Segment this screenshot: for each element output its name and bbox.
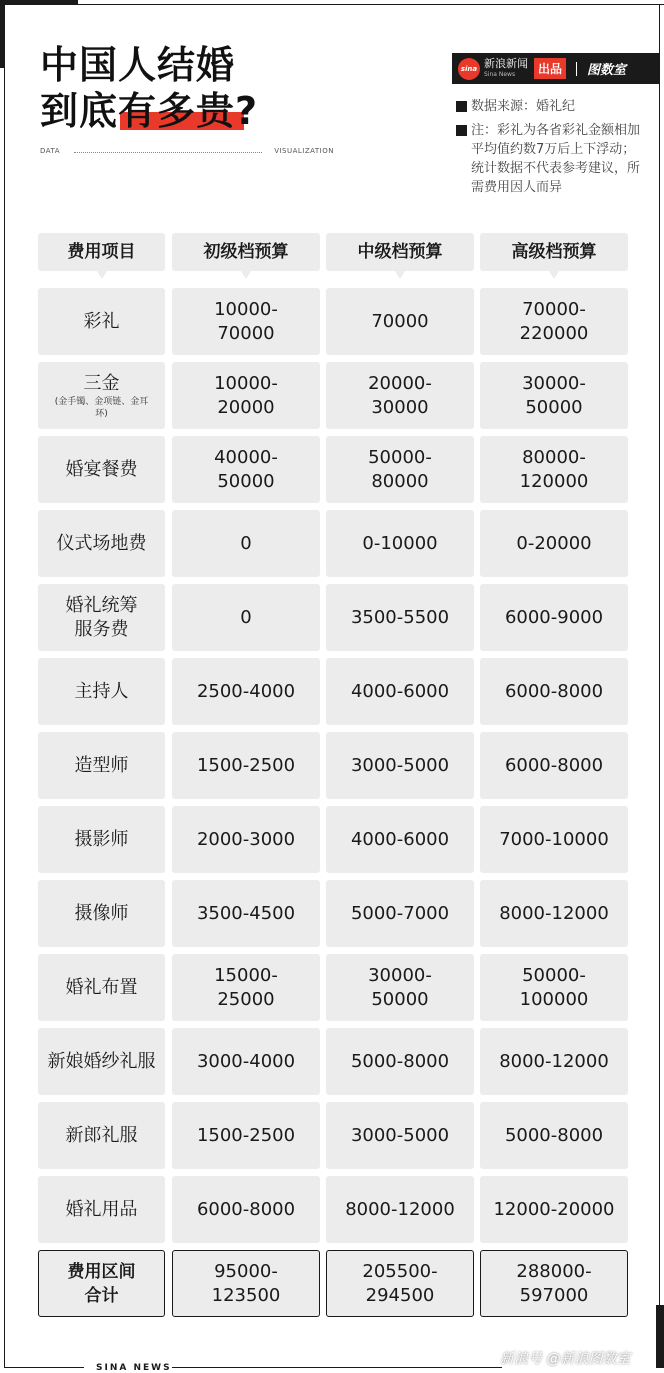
frame-top: [0, 4, 664, 5]
table-cell-basic: [172, 510, 320, 577]
data-visualization-rule: [40, 147, 334, 159]
table-cell-high: [480, 510, 628, 577]
header-label: 费用项目: [67, 242, 136, 262]
disclaimer-text: 注：彩礼为各省彩礼金额相加平均值约数7万后上下浮动；统计数据不代表参考建议，所需费用因人而异: [471, 123, 641, 195]
value-basic-line: 3000-4000: [196, 1050, 296, 1072]
value-basic-line: 25000: [217, 988, 275, 1010]
item-label-line: 婚礼统筹: [65, 594, 138, 616]
table-cell-high: [480, 436, 628, 503]
table-cell-high: [480, 658, 628, 725]
disclaimer-note: [456, 121, 646, 197]
item-label-line: 新娘婚纱礼服: [47, 1050, 156, 1072]
note-bullet-icon: [456, 125, 467, 136]
source-note: [456, 97, 646, 116]
item-label: [75, 680, 129, 704]
total-value-mid-line: 294500: [365, 1284, 435, 1306]
header-arrow-icon: [395, 271, 405, 279]
item-label: [54, 372, 150, 420]
table-header-high: [480, 233, 628, 271]
value-high: [493, 1198, 614, 1222]
value-high: [520, 964, 589, 1012]
total-value-high-line: 288000-: [516, 1260, 592, 1282]
value-mid-line: 8000-12000: [345, 1198, 455, 1220]
value-basic-line: 2000-3000: [196, 828, 296, 850]
table-cell-basic: [172, 732, 320, 799]
table-cell-high: [480, 732, 628, 799]
brand-name-cn: 新浪新闻: [484, 56, 528, 70]
value-basic-line: 3500-4500: [196, 902, 296, 924]
header-arrow-icon: [241, 271, 251, 279]
value-basic: [197, 1124, 295, 1148]
table-cell-item: [38, 436, 165, 503]
value-high-line: 5000-8000: [504, 1124, 604, 1146]
table-cell-high: [480, 954, 628, 1021]
table-cell-mid: [326, 658, 474, 725]
value-high: [499, 902, 609, 926]
value-mid-line: 30000: [371, 396, 429, 418]
table-cell-basic: [172, 658, 320, 725]
value-basic: [197, 902, 295, 926]
item-label: [66, 458, 138, 482]
table-cell-basic: [172, 806, 320, 873]
value-high-line: 7000-10000: [499, 828, 609, 850]
value-basic: [197, 680, 295, 704]
table-cell-mid: [326, 288, 474, 355]
table-cell-high: [480, 880, 628, 947]
value-mid-line: 50000: [371, 988, 429, 1010]
column-logo: 图数室: [587, 63, 627, 78]
dotted-divider: [74, 152, 262, 153]
value-high-line: 6000-8000: [504, 754, 604, 776]
title-highlight-text: 有多贵: [118, 89, 236, 133]
title-part-1: 到底: [40, 89, 119, 133]
value-high: [505, 680, 603, 704]
corner-top-left: [0, 0, 78, 5]
value-high-line: 220000: [519, 322, 589, 344]
value-high-line: 0-20000: [516, 532, 592, 554]
table-cell-basic: [172, 584, 320, 651]
table-cell-total-high: [480, 1250, 628, 1317]
table-cell-total-mid: [326, 1250, 474, 1317]
table-cell-total-item: [38, 1250, 165, 1317]
value-mid-line: 50000-: [368, 446, 432, 468]
total-label-line: 合计: [84, 1285, 119, 1306]
value-basic-line: 1500-2500: [196, 1124, 296, 1146]
table-cell-item: [38, 362, 165, 429]
item-label-line: 婚礼用品: [65, 1198, 138, 1220]
value-mid: [351, 754, 449, 778]
frame-bottom-left: [4, 1367, 84, 1368]
value-high-line: 80000-: [522, 446, 586, 468]
value-mid-line: 3500-5500: [350, 606, 450, 628]
table-cell-basic: [172, 1176, 320, 1243]
table-cell-mid: [326, 954, 474, 1021]
value-mid-line: 3000-5000: [350, 1124, 450, 1146]
total-value-basic: [212, 1260, 281, 1308]
value-basic-line: 6000-8000: [196, 1198, 296, 1220]
value-basic-line: 1500-2500: [196, 754, 296, 776]
value-mid-line: 4000-6000: [350, 680, 450, 702]
value-mid-line: 80000: [371, 470, 429, 492]
value-basic: [214, 446, 278, 494]
value-basic: [240, 606, 251, 630]
value-mid: [368, 446, 432, 494]
item-label: [66, 976, 138, 1000]
table-cell-high: [480, 288, 628, 355]
table-cell-item: [38, 658, 165, 725]
table-cell-high: [480, 1102, 628, 1169]
frame-right: [659, 4, 660, 1368]
table-cell-high: [480, 362, 628, 429]
footer-watermark: 新浪号 @新浪图数室: [500, 1351, 631, 1367]
title-line-1: 中国人结婚: [40, 43, 236, 87]
table-header-item: [38, 233, 165, 271]
table-cell-mid: [326, 880, 474, 947]
table-cell-high: [480, 584, 628, 651]
table-cell-mid: [326, 1028, 474, 1095]
total-value-basic-line: 123500: [211, 1284, 281, 1306]
header-label: 初级档预算: [203, 242, 289, 262]
table-cell-item: [38, 732, 165, 799]
table-cell-mid: [326, 1102, 474, 1169]
value-high-line: 6000-9000: [504, 606, 604, 628]
table-cell-item: [38, 1028, 165, 1095]
table-cell-high: [480, 1028, 628, 1095]
header-label: 高级档预算: [511, 242, 597, 262]
title-line-2: [40, 88, 258, 134]
brand-separator: [576, 62, 577, 76]
value-mid: [362, 532, 437, 556]
table-cell-item: [38, 880, 165, 947]
value-mid-line: 3000-5000: [350, 754, 450, 776]
frame-bottom-mid: [172, 1367, 502, 1368]
item-label-line: 三金: [83, 372, 120, 394]
value-basic-line: 10000-: [214, 298, 278, 320]
value-basic-line: 0: [240, 532, 252, 554]
item-label: [66, 594, 138, 642]
brand-name: [484, 58, 528, 80]
value-mid-line: 5000-8000: [350, 1050, 450, 1072]
item-sub-note: (金手镯、金项链、金耳环): [54, 396, 149, 419]
item-label-line: 新郎礼服: [65, 1124, 138, 1146]
value-mid-line: 70000: [371, 310, 429, 332]
value-basic: [197, 1050, 295, 1074]
value-mid-line: 0-10000: [362, 532, 438, 554]
value-basic: [197, 828, 295, 852]
item-label-line: 造型师: [74, 754, 129, 776]
value-mid-line: 20000-: [368, 372, 432, 394]
value-basic: [197, 754, 295, 778]
visualization-label: VISUALIZATION: [274, 147, 334, 155]
value-high-line: 50000-: [522, 964, 586, 986]
value-basic: [197, 1198, 295, 1222]
value-high: [505, 606, 603, 630]
table-cell-item: [38, 1102, 165, 1169]
footer-sina-news: SINA NEWS: [96, 1363, 172, 1373]
item-label-line: 主持人: [74, 680, 129, 702]
total-value-high-line: 597000: [519, 1284, 589, 1306]
value-mid: [351, 1050, 449, 1074]
title-question-mark: ?: [235, 89, 259, 133]
value-basic-line: 20000: [217, 396, 275, 418]
value-mid: [345, 1198, 455, 1222]
value-mid: [351, 828, 449, 852]
item-label-line: 彩礼: [83, 310, 120, 332]
total-value-basic-line: 95000-: [214, 1260, 278, 1282]
item-label: [84, 310, 120, 334]
value-high-line: 70000-: [522, 298, 586, 320]
value-high: [520, 298, 589, 346]
item-label: [57, 532, 147, 556]
table-cell-basic: [172, 436, 320, 503]
value-high-line: 100000: [519, 988, 589, 1010]
total-value-mid-line: 205500-: [362, 1260, 438, 1282]
item-label-line: 服务费: [74, 618, 129, 640]
table-cell-item: [38, 1176, 165, 1243]
value-basic-line: 15000-: [214, 964, 278, 986]
value-basic: [214, 298, 278, 346]
value-basic: [214, 372, 278, 420]
value-high: [499, 828, 609, 852]
value-mid: [351, 680, 449, 704]
data-label: DATA: [40, 147, 61, 155]
value-high-line: 8000-12000: [499, 1050, 609, 1072]
table-cell-high: [480, 1176, 628, 1243]
value-mid: [368, 372, 432, 420]
table-cell-mid: [326, 362, 474, 429]
table-cell-basic: [172, 288, 320, 355]
table-cell-basic: [172, 1102, 320, 1169]
brand-bar: [452, 53, 659, 84]
table-cell-mid: [326, 732, 474, 799]
value-basic-line: 10000-: [214, 372, 278, 394]
value-mid: [351, 1124, 449, 1148]
header-label: 中级档预算: [357, 242, 443, 262]
source-text: 数据来源：婚礼纪: [471, 99, 576, 114]
header-arrow-icon: [97, 271, 107, 279]
item-label-line: 婚礼布置: [65, 976, 138, 998]
value-basic-line: 50000: [217, 470, 275, 492]
table-cell-mid: [326, 806, 474, 873]
table-cell-basic: [172, 362, 320, 429]
brand-name-en: Sina News: [484, 70, 516, 78]
table-cell-mid: [326, 510, 474, 577]
frame-left: [4, 4, 5, 1368]
value-mid: [351, 902, 449, 926]
value-high: [520, 446, 589, 494]
table-cell-item: [38, 954, 165, 1021]
value-high: [516, 532, 591, 556]
value-mid-line: 5000-7000: [350, 902, 450, 924]
value-basic: [240, 532, 251, 556]
total-value-high: [516, 1260, 591, 1308]
value-basic-line: 40000-: [214, 446, 278, 468]
produce-badge: 出品: [534, 58, 566, 79]
table-cell-basic: [172, 1028, 320, 1095]
item-label-line: 婚宴餐费: [65, 458, 138, 480]
table-cell-basic: [172, 954, 320, 1021]
item-label: [75, 754, 129, 778]
value-high-line: 6000-8000: [504, 680, 604, 702]
page-title: [40, 42, 258, 134]
table-cell-item: [38, 288, 165, 355]
value-mid: [351, 606, 449, 630]
table-cell-mid: [326, 436, 474, 503]
value-basic: [214, 964, 278, 1012]
value-high-line: 12000-20000: [493, 1198, 615, 1220]
value-basic-line: 0: [240, 606, 252, 628]
corner-right-bar: [656, 1305, 664, 1368]
table-cell-total-basic: [172, 1250, 320, 1317]
value-high: [499, 1050, 609, 1074]
value-mid: [371, 310, 428, 334]
value-mid-line: 4000-6000: [350, 828, 450, 850]
item-label: [48, 1050, 156, 1074]
item-label-line: 摄影师: [74, 828, 129, 850]
table-cell-item: [38, 584, 165, 651]
table-cell-item: [38, 510, 165, 577]
value-mid-line: 30000-: [368, 964, 432, 986]
value-basic-line: 2500-4000: [196, 680, 296, 702]
corner-left-bar: [0, 0, 5, 68]
table-header-basic: [172, 233, 320, 271]
item-label: [66, 1124, 138, 1148]
table-cell-item: [38, 806, 165, 873]
value-high: [522, 372, 586, 420]
item-label: [66, 1198, 138, 1222]
table-cell-high: [480, 806, 628, 873]
item-label-line: 仪式场地费: [56, 532, 147, 554]
table-header-mid: [326, 233, 474, 271]
table-cell-basic: [172, 880, 320, 947]
header-arrow-icon: [549, 271, 559, 279]
item-label: [75, 828, 129, 852]
note-bullet-icon: [456, 101, 467, 112]
value-mid: [368, 964, 432, 1012]
total-value-mid: [362, 1260, 437, 1308]
value-high-line: 50000: [525, 396, 583, 418]
value-high: [505, 754, 603, 778]
table-cell-mid: [326, 584, 474, 651]
value-high-line: 120000: [519, 470, 589, 492]
value-high-line: 30000-: [522, 372, 586, 394]
value-high-line: 8000-12000: [499, 902, 609, 924]
sina-logo-icon: sina: [458, 58, 480, 80]
table-cell-mid: [326, 1176, 474, 1243]
value-basic-line: 70000: [217, 322, 275, 344]
total-label-line: 费用区间: [67, 1261, 136, 1282]
item-label: [75, 902, 129, 926]
value-high: [505, 1124, 603, 1148]
item-label-line: 摄像师: [74, 902, 129, 924]
total-label: [68, 1260, 136, 1308]
